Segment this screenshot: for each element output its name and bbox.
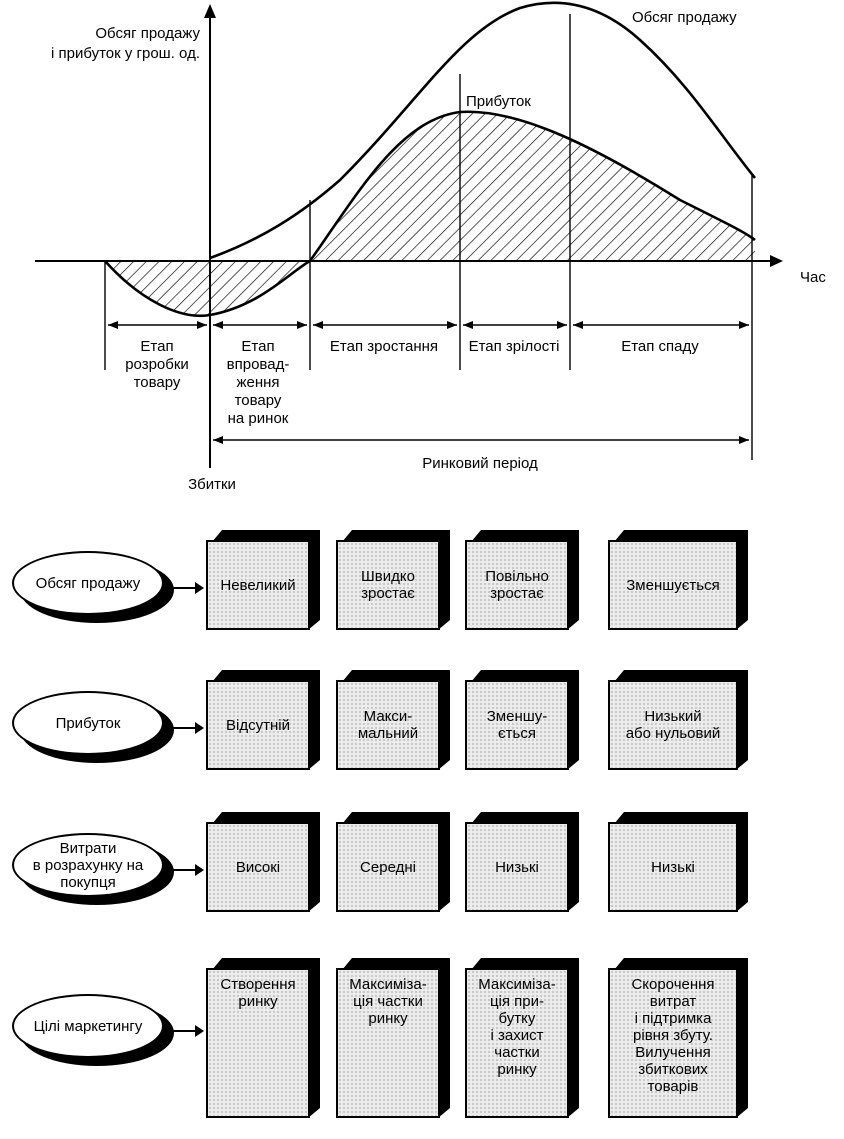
row-label: Цілі маркетингу [12,994,164,1058]
stage-label-line: Етап зрілості [468,338,560,355]
stage-cell-face [336,680,440,770]
row-arrow [172,727,202,729]
stage-cell-box [608,812,748,912]
row-label: Прибуток [12,691,164,755]
marketing-goals-oval [12,994,170,1064]
stage-label-line: на ринок [227,410,289,427]
y-axis-arrow [204,4,216,18]
product-life-cycle-chart [0,0,844,500]
stage-cell-face [465,968,569,1118]
costs-per-customer-oval [12,833,170,903]
market-period-arrowhead [739,436,749,444]
stage-cell-box [465,958,579,1118]
sales-curve-label: Обсяг продажу [632,9,737,26]
stage-arrowhead [573,321,583,329]
profit-hatched-area [105,112,755,316]
stage-cell-box [336,530,450,630]
row-arrow [172,587,202,589]
x-axis-label: Час [800,269,826,286]
row-label: Витрати в розрахунку на покупця [12,833,164,897]
row-arrow [172,1030,202,1032]
x-axis-arrow [770,255,783,267]
stage-cell-box [465,812,579,912]
stage-cell-text: Низькі [651,858,695,876]
stage-cell-box [336,670,450,770]
stage-cell-box [206,958,320,1118]
stage-cell-face [336,968,440,1118]
stage-cell-box [336,958,450,1118]
stage-arrowhead [297,321,307,329]
stage-label-line: товару [234,392,282,409]
stage-label-line: ження [236,374,280,391]
stage-cell-text: Макси- мальний [357,708,419,742]
stage-cell-text: Створення ринку [220,976,296,1010]
stage-arrowhead [197,321,207,329]
stage-cell-text: Невеликий [220,576,296,594]
loss-label: Збитки [188,476,236,493]
stage-arrowhead [313,321,323,329]
stage-cell-text: Зменшується [626,576,720,594]
stage-cell-face [465,540,569,630]
sales-volume-oval [12,551,170,621]
stage-label-line: впровад- [226,356,290,373]
profit-oval [12,691,170,761]
stage-arrowhead [213,321,223,329]
stage-label-line: Етап [241,338,275,355]
stage-cell-face [608,680,738,770]
stage-cell-text: Відсутній [226,716,290,734]
stage-cell-text: Максиміза- ція при- бутку і захист частки ринку [478,976,556,1078]
stage-label-line: Етап зростання [329,338,439,355]
stage-cell-box [206,530,320,630]
stage-cell-text: Низькі [495,858,539,876]
stage-cell-face [206,680,310,770]
stage-cell-box [608,670,748,770]
stage-label-line: товару [133,374,181,391]
stage-label-line: Етап [140,338,174,355]
stage-cell-face [206,822,310,912]
stage-cell-box [608,530,748,630]
stage-arrowhead [557,321,567,329]
stage-cell-box [206,670,320,770]
y-axis-label: Обсяг продажу [95,25,200,42]
stage-arrowhead [739,321,749,329]
stage-cell-text: Швидко зростає [361,568,415,602]
stage-cell-text: Середні [360,858,416,876]
stage-cell-face [608,540,738,630]
stage-cell-box [336,812,450,912]
stage-cell-text: Низький або нульовий [625,708,721,742]
stage-cell-box [608,958,748,1118]
stage-label-line: Етап спаду [621,338,699,355]
stage-cell-text: Максиміза- ція частки ринку [349,976,427,1027]
stage-cell-text: Зменшу- ється [486,708,548,742]
market-period-label: Ринковий період [422,455,538,472]
stage-cell-box [465,670,579,770]
stage-labels [125,338,699,427]
row-label: Обсяг продажу [12,551,164,615]
stage-label-line: розробки [125,356,189,373]
stage-cell-face [608,822,738,912]
stage-cell-box [465,530,579,630]
stage-cell-face [608,968,738,1118]
y-axis-label: і прибуток у грош. од. [50,45,200,62]
stage-arrowhead [447,321,457,329]
stage-cell-face [465,822,569,912]
stage-cell-face [465,680,569,770]
row-arrow [172,869,202,871]
stage-cell-text: Скорочення витрат і підтримка рівня збуту. Вилучення збиткових товарів [631,976,715,1095]
market-period-arrowhead [213,436,223,444]
stage-arrowhead [463,321,473,329]
profit-curve-label: Прибуток [466,93,531,110]
stage-cell-box [206,812,320,912]
stage-cell-face [206,968,310,1118]
stage-cell-face [206,540,310,630]
stage-cell-face [336,822,440,912]
stage-arrowhead [108,321,118,329]
stage-cell-text: Повільно зростає [485,568,549,602]
stage-cell-face [336,540,440,630]
stage-cell-text: Високі [235,858,281,876]
